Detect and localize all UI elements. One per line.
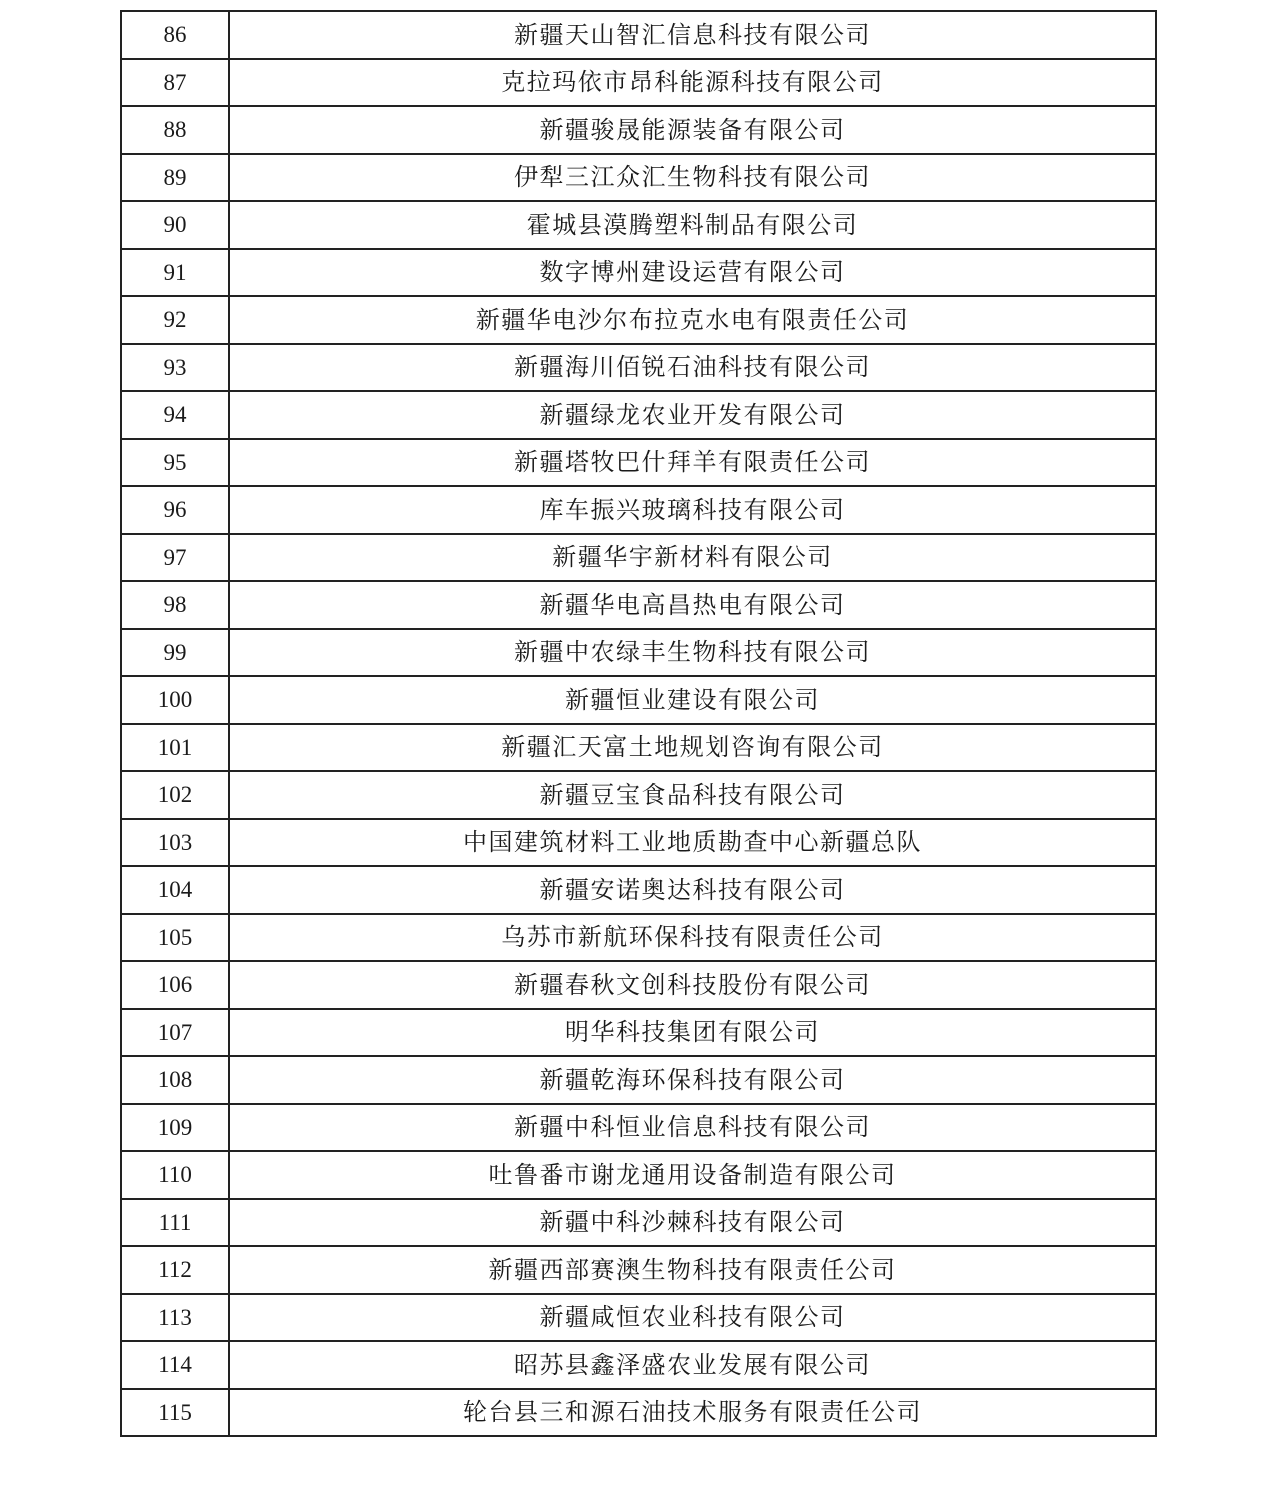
row-number-cell: 112 — [121, 1246, 229, 1294]
table-row — [121, 486, 1156, 534]
row-number-cell: 114 — [121, 1341, 229, 1389]
company-name-cell: 乌苏市新航环保科技有限责任公司 — [229, 914, 1156, 962]
row-number-cell: 92 — [121, 296, 229, 344]
company-name-cell: 新疆乾海环保科技有限公司 — [229, 1056, 1156, 1104]
table-row — [121, 439, 1156, 487]
table-row — [121, 866, 1156, 914]
company-name-cell: 新疆塔牧巴什拜羊有限责任公司 — [229, 439, 1156, 487]
company-name-cell: 吐鲁番市谢龙通用设备制造有限公司 — [229, 1151, 1156, 1199]
row-number-cell: 110 — [121, 1151, 229, 1199]
row-number-cell: 89 — [121, 154, 229, 202]
company-name-cell: 新疆骏晟能源装备有限公司 — [229, 106, 1156, 154]
table-row — [121, 724, 1156, 772]
row-number-cell: 103 — [121, 819, 229, 867]
row-number-cell: 90 — [121, 201, 229, 249]
row-number-cell: 115 — [121, 1389, 229, 1437]
row-number-cell: 95 — [121, 439, 229, 487]
table-row — [121, 249, 1156, 297]
company-name-cell: 新疆海川佰锐石油科技有限公司 — [229, 344, 1156, 392]
company-name-cell: 新疆中科沙棘科技有限公司 — [229, 1199, 1156, 1247]
row-number-cell: 109 — [121, 1104, 229, 1152]
table-row — [121, 1151, 1156, 1199]
company-name-cell: 新疆天山智汇信息科技有限公司 — [229, 11, 1156, 59]
company-name-cell: 克拉玛依市昂科能源科技有限公司 — [229, 59, 1156, 107]
table-row — [121, 581, 1156, 629]
company-name-cell: 新疆恒业建设有限公司 — [229, 676, 1156, 724]
row-number-cell: 111 — [121, 1199, 229, 1247]
company-name-cell: 新疆绿龙农业开发有限公司 — [229, 391, 1156, 439]
table-row — [121, 1294, 1156, 1342]
table-row — [121, 1246, 1156, 1294]
row-number-cell: 87 — [121, 59, 229, 107]
row-number-cell: 86 — [121, 11, 229, 59]
company-name-cell: 新疆安诺奥达科技有限公司 — [229, 866, 1156, 914]
row-number-cell: 108 — [121, 1056, 229, 1104]
table-row — [121, 201, 1156, 249]
row-number-cell: 106 — [121, 961, 229, 1009]
row-number-cell: 93 — [121, 344, 229, 392]
company-name-cell: 新疆豆宝食品科技有限公司 — [229, 771, 1156, 819]
table-row — [121, 154, 1156, 202]
row-number-cell: 99 — [121, 629, 229, 677]
row-number-cell: 101 — [121, 724, 229, 772]
table-row — [121, 771, 1156, 819]
row-number-cell: 107 — [121, 1009, 229, 1057]
company-name-cell: 轮台县三和源石油技术服务有限责任公司 — [229, 1389, 1156, 1437]
company-name-cell: 新疆华电沙尔布拉克水电有限责任公司 — [229, 296, 1156, 344]
table-row — [121, 1341, 1156, 1389]
row-number-cell: 97 — [121, 534, 229, 582]
company-name-cell: 新疆华电高昌热电有限公司 — [229, 581, 1156, 629]
company-name-cell: 昭苏县鑫泽盛农业发展有限公司 — [229, 1341, 1156, 1389]
table-row — [121, 59, 1156, 107]
table-row — [121, 819, 1156, 867]
table-row — [121, 391, 1156, 439]
row-number-cell: 100 — [121, 676, 229, 724]
table-row — [121, 1389, 1156, 1437]
company-name-cell: 明华科技集团有限公司 — [229, 1009, 1156, 1057]
row-number-cell: 96 — [121, 486, 229, 534]
table-row — [121, 914, 1156, 962]
table-row — [121, 961, 1156, 1009]
company-name-cell: 库车振兴玻璃科技有限公司 — [229, 486, 1156, 534]
row-number-cell: 104 — [121, 866, 229, 914]
table-row — [121, 1009, 1156, 1057]
table-row — [121, 1104, 1156, 1152]
table-row — [121, 1199, 1156, 1247]
table-body — [121, 11, 1156, 1436]
table-row — [121, 296, 1156, 344]
table-row — [121, 676, 1156, 724]
row-number-cell: 98 — [121, 581, 229, 629]
company-name-cell: 霍城县漠腾塑料制品有限公司 — [229, 201, 1156, 249]
company-name-cell: 新疆西部赛澳生物科技有限责任公司 — [229, 1246, 1156, 1294]
table-row — [121, 344, 1156, 392]
company-name-cell: 新疆汇天富土地规划咨询有限公司 — [229, 724, 1156, 772]
company-name-cell: 新疆春秋文创科技股份有限公司 — [229, 961, 1156, 1009]
company-name-cell: 伊犁三江众汇生物科技有限公司 — [229, 154, 1156, 202]
table-row — [121, 1056, 1156, 1104]
row-number-cell: 91 — [121, 249, 229, 297]
company-name-cell: 新疆中农绿丰生物科技有限公司 — [229, 629, 1156, 677]
company-name-cell: 新疆华宇新材料有限公司 — [229, 534, 1156, 582]
company-list-table-container — [120, 10, 1157, 1437]
row-number-cell: 113 — [121, 1294, 229, 1342]
company-name-cell: 数字博州建设运营有限公司 — [229, 249, 1156, 297]
table-row — [121, 106, 1156, 154]
table-row — [121, 534, 1156, 582]
company-name-cell: 新疆中科恒业信息科技有限公司 — [229, 1104, 1156, 1152]
company-name-cell: 新疆咸恒农业科技有限公司 — [229, 1294, 1156, 1342]
company-name-cell: 中国建筑材料工业地质勘查中心新疆总队 — [229, 819, 1156, 867]
table-row — [121, 11, 1156, 59]
row-number-cell: 94 — [121, 391, 229, 439]
company-list-table — [120, 10, 1157, 1437]
table-row — [121, 629, 1156, 677]
row-number-cell: 102 — [121, 771, 229, 819]
row-number-cell: 88 — [121, 106, 229, 154]
row-number-cell: 105 — [121, 914, 229, 962]
